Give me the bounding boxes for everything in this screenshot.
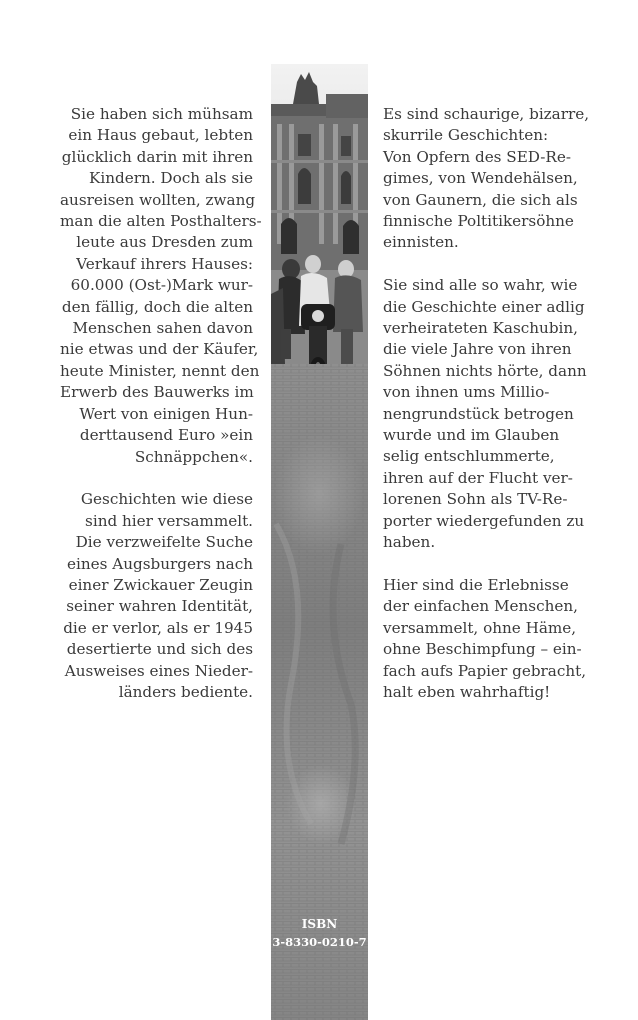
text-line: selig entschlummerte, [383, 447, 555, 466]
text-line: Die verzweifelte Suche [75, 533, 253, 552]
dresden-street-photo [271, 64, 368, 1020]
text-line: skurrile Geschichten: [383, 126, 549, 145]
text-line: Von Opfern des SED-Re- [383, 147, 571, 166]
text-line: glücklich darin mit ihren [61, 147, 253, 166]
text-line: einnisten. [383, 233, 459, 252]
text-line: porter wiedergefunden zu [383, 511, 585, 530]
right-text-column [383, 104, 590, 725]
text-line: ihren auf der Flucht ver- [383, 468, 573, 487]
text-line: der einfachen Menschen, [383, 597, 578, 616]
text-line: ausreisen wollten, zwang [60, 190, 256, 209]
text-line: den fällig, doch die alten [61, 297, 253, 316]
text-line: nie etwas und der Käufer, [60, 340, 259, 359]
text-line: Sie sind alle so wahr, wie [383, 276, 578, 295]
paragraph [383, 275, 587, 553]
text-line: derttausend Euro »ein [79, 426, 253, 445]
text-line: finnische Poltitikersöhne [383, 212, 574, 231]
text-line: haben. [383, 533, 436, 552]
text-line: Ausweises eines Nieder- [64, 661, 253, 680]
text-line: Schnäppchen«. [134, 447, 253, 466]
text-line: Sie haben sich mühsam [70, 105, 253, 123]
text-line: von ihnen ums Millio- [383, 383, 550, 402]
text-line: leute aus Dresden zum [76, 233, 253, 252]
text-line: man die alten Posthalters- [60, 212, 262, 231]
text-line: Es sind schaurige, bizarre, [383, 105, 590, 123]
text-line: lorenen Sohn als TV-Re- [383, 490, 568, 509]
text-line: die er verlor, als er 1945 [63, 618, 253, 637]
text-line: gimes, von Wendehälsen, [383, 169, 578, 188]
paragraph [60, 489, 253, 703]
cover-photo-strip [271, 64, 368, 1020]
text-line: desertierte und sich des [66, 640, 253, 659]
text-line: versammelt, ohne Häme, [383, 618, 577, 637]
text-line: einer Zwickauer Zeugin [68, 575, 253, 594]
paragraph [383, 104, 590, 254]
text-line: Wert von einigen Hun- [79, 404, 253, 423]
text-line: fach aufs Papier gebracht, [383, 661, 587, 680]
people-on-motorcycle [271, 255, 363, 381]
text-line: die Geschichte einer adlig [383, 297, 585, 316]
text-line: Hier sind die Erlebnisse [383, 575, 569, 594]
text-line: ohne Beschimpfung – ein- [383, 640, 582, 659]
left-text-column [60, 104, 262, 725]
isbn-number: 3-8330-0210-7 [272, 935, 367, 949]
text-line: 60.000 (Ost-)Mark wur- [70, 276, 253, 295]
text-line: die viele Jahre von ihren [383, 340, 572, 359]
text-line: heute Minister, nennt den [60, 361, 260, 380]
text-line: von Gaunern, die sich als [383, 190, 578, 209]
text-line: Kindern. Doch als sie [89, 169, 253, 188]
text-line: länders bediente. [118, 682, 253, 701]
text-line: Geschichten wie diese [80, 490, 253, 509]
text-line: halt eben wahrhaftig! [383, 682, 551, 701]
text-line: Söhnen nichts hörte, dann [383, 361, 587, 380]
text-line: nengrundstück betrogen [383, 404, 574, 423]
text-line: Erwerb des Bauwerks im [60, 383, 254, 402]
text-line: seiner wahren Identität, [66, 597, 253, 616]
text-line: sind hier versammelt. [85, 511, 253, 530]
text-line: wurde und im Glauben [383, 426, 560, 445]
text-line: verheirateten Kaschubin, [383, 319, 579, 338]
text-line: eines Augsburgers nach [67, 554, 253, 573]
paragraph [60, 104, 262, 468]
isbn-label: ISBN [301, 917, 338, 931]
text-line: Verkauf ihrers Hauses: [76, 254, 253, 273]
text-line: Menschen sahen davon [72, 319, 253, 338]
text-line: ein Haus gebaut, lebten [68, 126, 253, 145]
paragraph [383, 575, 587, 703]
